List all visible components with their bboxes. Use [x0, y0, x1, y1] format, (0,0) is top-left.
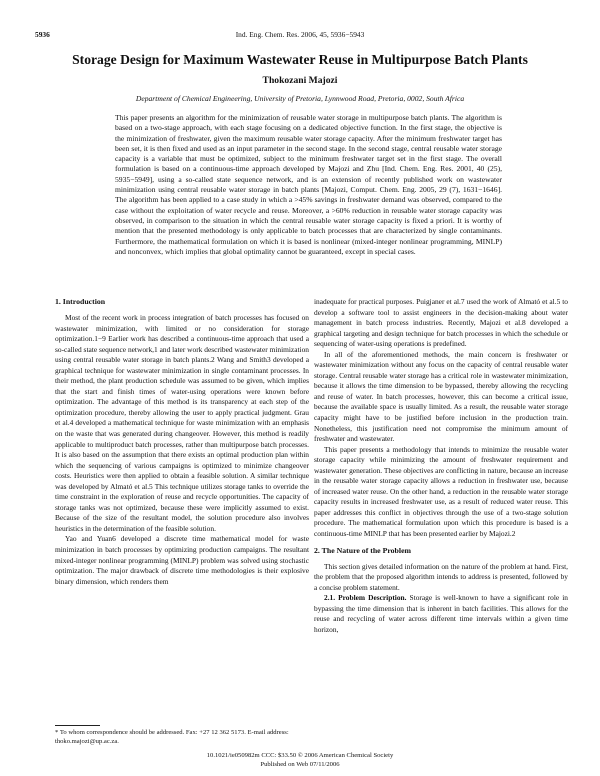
section-heading-nature-of-problem: 2. The Nature of the Problem — [314, 545, 412, 555]
paper-title: Storage Design for Maximum Wastewater Reuse in Multipurpose Batch Plants — [72, 52, 528, 67]
body-paragraph: Most of the recent work in process integration of batch processes has focused on wastewater minimization, with limited or no consideration for storage optimization.1−9 Earlier work has described a continuous-time approach that used a so-called state sequence network,1 and later work described wastewater minimization using central reusable water storage in batch plants.2 Wang and Smith3 developed a graphical technique for wastewater minimization in single contaminant processes. In their method, the plant production schedule was assumed to be given, which implies that the start and finish times of water-using operations were known before optimization. The advantage of this method is its transparency at each step of the optimization procedure, thereby allowing the user to apply practical judgment. Grau et al.4 developed a mathematical technique for waste minimization with an emphasis on the waste that was generated during changeover. However, this method is readily applicable to multiproduct batch processes, rather than multipurpose batch processes. It is also based on the assumption that there exists an optimal production plan within which the sequencing of various campaigns is optimized to minimize changeover costs. Heuristics were then applied to obtain a feasible solution. A similar technique was developed by Almató et al.5 This technique utilizes storage tanks to override the time constraint in the exploration of reuse and recycle opportunities. The capacity of storage tanks was not optimized, because these were implicitly assumed to exist. Because of the size of the resultant model, the solution procedure also involves heuristics in the determination of the feasible solution. — [55, 313, 309, 533]
publication-date-line: Published on Web 07/11/2006 — [260, 760, 340, 768]
abstract: This paper presents an algorithm for the minimization of reusable water storage in multipurpose batch plants. The algorithm is based on a two-stage approach, with each stage focusing on a dedicated objective function. In the first stage, the objective is the minimization of freshwater, given the maximum reusable water storage capacity. After the minimum freshwater target has been set, it is then fixed and used as an input parameter in the second stage. In the second stage, central reusable water storage capacity is a variable that must be optimized, subject to the minimum freshwater target set in the first stage. The overall formulation is based on a continuous-time approach developed by Majozi and Zhu [Ind. Chem. Eng. Res. 2001, 40 (25), 5935−5949], using a so-called state sequence network, and is an extension of recently published work on wastewater minimization using central reusable water storage in batch plants [Majozi, Comput. Chem. Eng. 2005, 29 (7), 1631−1646]. The algorithm has been applied to a case study in which a >45% savings in freshwater demand was observed, compared to the case without the exploitation of water recycle and reuse. Moreover, a >60% reduction in reusable water storage capacity was observed, in comparison to the situation in which the central reusable water storage capacity is fixed a priori. It is worthy of mention that the presented methodology is only applicable to batch processes that are characterized by single contaminants. Furthermore, the mathematical formulation on which it is based is nonlinear (mixed-integer nonlinear programming, MINLP) and nonconvex, which implies that global optimality cannot be guaranteed, except in special cases. — [115, 113, 502, 256]
body-paragraph: This section gives detailed information on the nature of the problem at hand. First, the problem that the proposed algorithm intends to address is presented, followed by a concise problem statement. — [314, 561, 568, 592]
footnote-divider — [55, 725, 100, 726]
correspondence-footnote: * To whom correspondence should be addressed. Fax: +27 12 362 5173. E-mail address: thoko.majozi@up.ac.za. — [55, 729, 289, 745]
journal-reference: Ind. Eng. Chem. Res. 2006, 45, 5936−5943 — [235, 30, 365, 39]
section-heading-introduction: 1. Introduction — [55, 297, 106, 306]
author-name: Thokozani Majozi — [262, 75, 338, 86]
body-paragraph: In all of the aforementioned methods, the main concern is freshwater or wastewater minimization without any focus on the capacity of central reusable water storage. Central reusable water storage has a critical role in wastewater minimization, because it allows the time dimension to be bypassed, thereby allowing the recycling and reuse of water. In batch processes, however, this can become a critical issue, because the available space is usually limited. As a result, the reusable water storage capacity might have to be justified before inclusion in the production train. Nonetheless, this justification need not compromise the minimum amount of freshwater and wastewater. — [314, 349, 568, 444]
doi-copyright-line: 10.1021/ie050982m CCC: $33.50 © 2006 American Chemical Society — [206, 752, 394, 759]
running-header — [35, 30, 565, 42]
subsection-paragraph — [314, 593, 568, 635]
left-column — [55, 297, 309, 587]
subsection-text: Storage is well-known to have a significant role in bypassing the time dimension that is inherent in batch facilities. This allows for the reuse and recycling of water across different time intervals within a given time horizon, — [314, 593, 568, 634]
page-number: 5936 — [35, 30, 50, 39]
body-paragraph: inadequate for practical purposes. Puigjaner et al.7 used the work of Almató et al.5 to develop a software tool to assist engineers in the decision-making about water management in batch process industries. Recently, Majozi et al.8 developed a graphical targeting and design technique for batch processes in which the schedule or sequencing of water-using operations is predefined. — [314, 297, 568, 349]
author-affiliation: Department of Chemical Engineering, University of Pretoria, Lynnwood Road, Pretoria, 0002, South Africa — [135, 94, 465, 103]
page-footer — [35, 752, 565, 769]
body-paragraph: Yao and Yuan6 developed a discrete time mathematical model for waste minimization in batch processes by optimizing production campaigns. The resultant mixed-integer nonlinear programming (MINLP) problem was solved using stochastic optimization. The major drawback of discrete time methodologies is their explosive binary dimension, which renders them — [55, 534, 309, 586]
body-paragraph: This paper presents a methodology that intends to minimize the reusable water storage capacity while minimizing the amount of freshwater requirement and wastewater generation. These objectives are conflicting in nature, because an increase in the reusable water storage capacity allows a reduction in freshwater use, because of increased water reuse. On the other hand, a reduction in the reusable water storage capacity results in increased freshwater use, as a result of reduced water reuse. This paper addresses this conflict in objectives through the use of a two-stage solution procedure. The mathematical formulation upon which this procedure is based is a continuous-time MINLP that has been presented earlier by Majozi.2 — [314, 444, 568, 539]
right-column — [314, 297, 568, 635]
subsection-heading: 2.1. Problem Description. — [324, 593, 407, 603]
